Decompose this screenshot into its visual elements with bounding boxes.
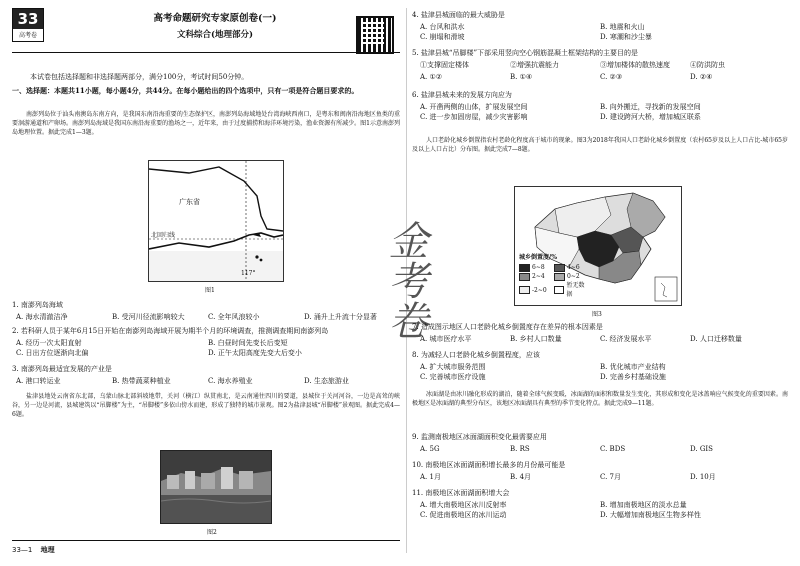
qr-code-icon: [356, 16, 394, 54]
q5-options: [420, 72, 780, 82]
q5-sub-4: ④防洪防虫: [690, 61, 725, 69]
legend-label: 4~6: [567, 264, 580, 271]
q7-option-a[interactable]: A. 城市医疗水平: [420, 335, 472, 343]
legend-item: [519, 263, 554, 272]
q3-options: [16, 376, 400, 386]
q1-option-b[interactable]: B. 受河川径流影响较大: [112, 313, 185, 321]
q6-option-d[interactable]: D. 建设跨河大桥，增加城区联系: [600, 113, 701, 121]
footer: [12, 545, 55, 555]
badge-number: 33: [13, 9, 43, 29]
q9-option-d[interactable]: D. GIS: [690, 445, 713, 453]
q6-options: [420, 102, 780, 122]
legend-label: 暂无数据: [566, 282, 585, 298]
q8-options: [420, 362, 780, 382]
q7-options: [420, 334, 780, 344]
section-title: 一、选择题：本题共11小题，每小题4分，共44分。在每小题给出的四个选项中，只有一项是符合题目要求的。: [12, 86, 359, 95]
exam-badge: [12, 8, 44, 42]
footer-subject: 地理: [40, 546, 55, 554]
q10-option-d[interactable]: D. 10月: [690, 473, 716, 481]
legend-item: [554, 281, 589, 299]
q11-option-c[interactable]: C. 促进南极地区的冰川运动: [420, 511, 507, 519]
q10-stem: 10. 南极地区冰面湖面积增长最多的月份最可能是: [412, 461, 566, 469]
q2-option-d[interactable]: D. 正午太阳高度先变大后变小: [208, 349, 302, 357]
figure-2-photo: [160, 450, 272, 524]
page-subtitle: 文科综合(地理部分): [176, 30, 254, 40]
q6-option-b[interactable]: B. 向外搬迁，寻找新的发展空间: [600, 103, 701, 111]
passage-2: 盐津县地处云南省东北部，乌蒙山脉北部斜坡地带，关河（横江）纵贯南北，是云南通往四川的要道，县城位于关河河谷，一边是高耸的峡谷，另一边是河流，县城建筑以“吊脚楼”为主，“吊脚楼”多依山傍水而建，形成了独特的城市景观。图2为盐津县城“吊脚楼”景观图。据此完成4—6题。: [12, 393, 400, 418]
footer-page: 33—1: [12, 546, 33, 554]
q1-option-a[interactable]: A. 海水清澈洁净: [16, 313, 68, 321]
q2-option-c[interactable]: C. 日出方位逐渐向北偏: [16, 349, 89, 357]
map-legend: [519, 263, 589, 299]
q1-stem: 1. 南澎列岛海域: [12, 301, 63, 309]
q6-stem: 6. 盐津县城未来的发展方向应为: [412, 91, 512, 99]
legend-swatch: [519, 286, 530, 294]
q3-option-c[interactable]: C. 海水养殖业: [208, 377, 253, 385]
q2-option-b[interactable]: B. 白昼时间先变长后变短: [208, 339, 288, 347]
page-title: 高考命题研究专家原创卷(一): [153, 13, 277, 24]
q9-options: [420, 444, 780, 454]
map-province-label: 广东省: [179, 198, 200, 206]
q4-option-d[interactable]: D. 寒潮和沙尘暴: [600, 33, 652, 41]
q2-option-a[interactable]: A. 经历一次太阳直射: [16, 339, 82, 347]
map-tropic-label: 北回归线: [151, 232, 176, 239]
q7-option-c[interactable]: C. 经济发展水平: [600, 335, 652, 343]
q11-option-a[interactable]: A. 增大南极地区冰川反射率: [420, 501, 507, 509]
q9-option-c[interactable]: C. BDS: [600, 445, 626, 453]
q10-option-c[interactable]: C. 7月: [600, 473, 622, 481]
coastline-map: [149, 161, 283, 281]
seal-text: 金考卷: [382, 220, 428, 340]
q5-sub-2: ②增强抗震能力: [510, 61, 559, 69]
passage-3: 人口老龄化城乡倒置指农村老龄化程度高于城市的现象。图3为2018年我国人口老龄化城乡倒置度（农村65岁及以上人口占比-城市65岁及以上人口占比）分布图。据此完成7—8题。: [412, 137, 788, 153]
q7-stem: 7. 造成图示地区人口老龄化城乡倒置度存在差异的根本因素是: [412, 323, 603, 331]
legend-label: 2~4: [532, 273, 545, 280]
q11-stem: 11. 南极地区冰面湖面积增大会: [412, 489, 510, 497]
legend-swatch: [554, 264, 565, 272]
q5-sub-items: [420, 60, 780, 70]
q9-option-b[interactable]: B. RS: [510, 445, 530, 453]
legend-swatch: [519, 273, 530, 281]
legend-label: 0~2: [567, 273, 580, 280]
q3-stem: 3. 南澎列岛最适宜发展的产业是: [12, 365, 112, 373]
q5-option-b[interactable]: B. ①④: [510, 73, 533, 81]
q4-option-b[interactable]: B. 地震和火山: [600, 23, 645, 31]
q10-option-b[interactable]: B. 4月: [510, 473, 532, 481]
figure-1-map: [148, 160, 284, 282]
q10-options: [420, 472, 780, 482]
q3-option-b[interactable]: B. 热带蔬菜种植业: [112, 377, 171, 385]
header-divider: [12, 52, 400, 53]
q11-options: [420, 500, 780, 520]
q4-option-c[interactable]: C. 崩塌和滑坡: [420, 33, 465, 41]
q5-stem: 5. 盐津县城“吊脚楼”下部采用竖向空心钢筋混凝土框架结构的主要目的是: [412, 49, 639, 57]
figure-2-caption: 图2: [207, 529, 217, 536]
footer-divider: [12, 540, 400, 541]
q9-option-a[interactable]: A. 5G: [420, 445, 440, 453]
q11-option-b[interactable]: B. 增加南极地区的淡水总量: [600, 501, 687, 509]
q10-option-a[interactable]: A. 1月: [420, 473, 441, 481]
legend-label: -2~0: [532, 286, 547, 294]
q2-options: [16, 338, 400, 358]
q3-option-a[interactable]: A. 港口转运业: [16, 377, 61, 385]
legend-swatch: [554, 273, 565, 281]
q4-option-a[interactable]: A. 台风和洪水: [420, 23, 465, 31]
q4-stem: 4. 盐津县城面临的最大威胁是: [412, 11, 505, 19]
q1-options: [16, 312, 400, 322]
q8-option-d[interactable]: D. 完善乡村基础设施: [600, 373, 666, 381]
q5-option-a[interactable]: A. ①②: [420, 73, 443, 81]
legend-title: 城乡倒置度/%: [519, 254, 557, 261]
q6-option-c[interactable]: C. 进一步加固房屋，减少灾害影响: [420, 113, 528, 121]
q5-option-d[interactable]: D. ②④: [690, 73, 713, 81]
q8-option-b[interactable]: B. 优化城市产业结构: [600, 363, 666, 371]
q5-sub-3: ③增加楼体的散热速度: [600, 61, 670, 69]
q9-stem: 9. 监测南极地区冰面湖面积变化最需要应用: [412, 433, 547, 441]
q6-option-a[interactable]: A. 开凿两侧的山体，扩展发展空间: [420, 103, 528, 111]
q1-option-c[interactable]: C. 全年风浪较小: [208, 313, 260, 321]
q11-option-d[interactable]: D. 大幅增加南极地区生物多样性: [600, 511, 701, 519]
stilt-house-photo: [161, 451, 271, 523]
q5-sub-1: ①支撑固定楼体: [420, 61, 469, 69]
legend-swatch: [554, 286, 564, 294]
exam-note: 本试卷包括选择题和非选择题两部分，满分100分，考试时间50分钟。: [30, 73, 249, 81]
q2-stem: 2. 若科研人员于某年6月15日开始在南澎列岛海域开展为期半个月的环境调查，推测调查期间南澎列岛: [12, 327, 329, 335]
q8-option-c[interactable]: C. 完善城市医疗设施: [420, 373, 486, 381]
figure-3-caption: 图3: [592, 311, 602, 318]
q7-option-b[interactable]: B. 乡村人口数量: [510, 335, 562, 343]
legend-label: 6~8: [532, 264, 545, 271]
passage-4: 冰面湖是由冰川融化形成的湖泊，随着全球气候变暖，冰面湖的面积和数量发生变化，其形成和变化是冰盖响应气候变化的重要因素。南极地区是冰面湖的典型分布区，该地区冰面湖具有典型的季节变化特点。据此完成9—11题。: [412, 391, 788, 407]
q8-stem: 8. 为减轻人口老龄化城乡倒置程度，应该: [412, 351, 540, 359]
q5-option-c[interactable]: C. ②③: [600, 73, 623, 81]
q1-option-d[interactable]: D. 涌升上升流十分显著: [304, 313, 377, 321]
legend-swatch: [519, 264, 530, 272]
legend-item: [554, 272, 589, 281]
q4-options: [420, 22, 780, 42]
q3-option-d[interactable]: D. 生态旅游业: [304, 377, 349, 385]
map-lon-label: 117°: [241, 270, 256, 277]
legend-item: [554, 263, 589, 272]
legend-item: [519, 272, 554, 281]
badge-label: 高考卷: [18, 32, 37, 39]
q7-option-d[interactable]: D. 人口迁移数量: [690, 335, 742, 343]
q8-option-a[interactable]: A. 扩大城市服务范围: [420, 363, 486, 371]
passage-1: 南澎列岛位于汕头南澳岛东南方向，是我国东南沿海重要的生态保护区，南澎列岛海域地处台湾海峡西南口，是粤东和闽南沿海地区鱼类的重要洄游通道和产卵场。南澎列岛海域是我国东南沿海重要的渔场之一，近年来，由于过度捕捞和海洋环境污染，渔业资源有所减少。图1示意南澎列岛地理位置。据此完成1—3题。: [12, 111, 400, 136]
legend-item: [519, 281, 554, 299]
figure-1-caption: 图1: [205, 287, 215, 294]
figure-3-map: [514, 186, 682, 306]
